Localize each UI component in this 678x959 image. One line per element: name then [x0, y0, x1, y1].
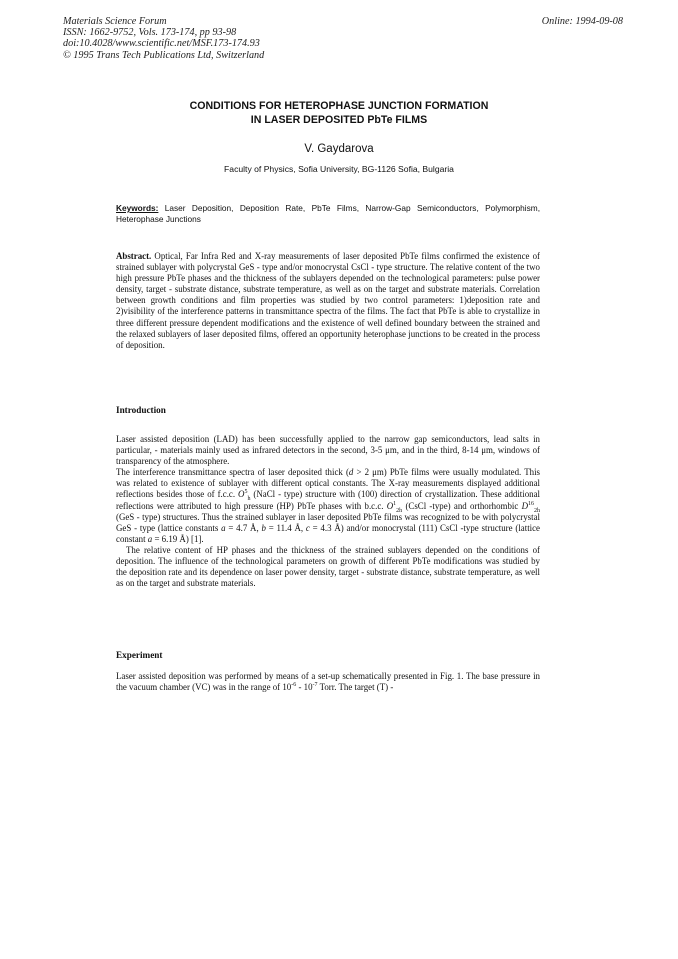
copyright-line: © 1995 Trans Tech Publications Ltd, Switzerland [63, 49, 265, 61]
abstract [116, 251, 540, 351]
intro-paragraph-2: The interference transmittance spectra of laser deposited thick (d > 2 μm) PbTe films were usually modulated. This was related to existence of sublayer with different optical constants. The X-ray measurements displayed additional reflections besides those of f.c.c. $O^5_h$ (NaCl - type) structure with (100) direction of crystallization. These additional reflections were attributed to high pressure (HP) PbTe phases with b.c.c. $O^1_{2h}$ (CsCl -type) and orthorhombic $D^{16}_{2h}$ (GeS - type) structures. Thus the strained sublayer in laser deposited PbTe films was recognized to be with polycrystal GeS - type (lattice constants a = 4.7 Å, b = 11.4 Å, c = 4.3 Å) and/or monocrystal (111) CsCl -type structure (lattice constant a = 6.19 Å) [1]. [116, 467, 540, 544]
title-line-1: CONDITIONS FOR HETEROPHASE JUNCTION FORMATION [189, 100, 489, 112]
journal-header [63, 16, 623, 61]
author-affiliation: Faculty of Physics, Sofia University, BG-1126 Sofia, Bulgaria [224, 164, 454, 174]
experiment-paragraph-1: Laser assisted deposition was performed by means of a set-up schematically presented in Fig. 1. The base pressure in the vacuum chamber (VC) was in the range of $10^{-6} - 10^{-7}$ Torr. The target (T) - [116, 671, 540, 693]
keywords [116, 203, 540, 225]
doi-line: doi:10.4028/www.scientific.net/MSF.173-174.93 [63, 38, 260, 50]
author-name: V. Gaydarova [304, 143, 374, 155]
introduction-heading: Introduction [116, 405, 166, 415]
journal-name: Materials Science Forum [63, 16, 167, 27]
issn-line: ISSN: 1662-9752, Vols. 173-174, pp 93-98 [63, 27, 237, 39]
online-date: Online: 1994-09-08 [541, 16, 623, 27]
intro-paragraph-1: Laser assisted deposition (LAD) has been successfully applied to the narrow gap semiconductors, lead salts in particular, - materials mainly used as infrared detectors in the second, 3-5 μm, and in the third, 8-14 μm, windows of transparency of the atmosphere. [116, 434, 540, 467]
intro-paragraph-3: The relative content of HP phases and the thickness of the strained sublayers depended on the conditions of deposition. The influence of the technological parameters on growth of different PbTe modifications was studied by the deposition rate and its dependence on laser power density, target - substrate distance, substrate temperature, as well as on the target and substrate materials. [116, 544, 540, 589]
abstract-text: Optical, Far Infra Red and X-ray measurements of laser deposited PbTe films confirmed the existence of strained sublayer with polycrystal GeS - type and/or monocrystal CsCl - type structure. The relative content of the two high pressure PbTe phases and the thickness of the sublayers depended on the technological parameters: pulse power density, target - substrate distance, substrate temperature, as well as on the target and substrate materials. Correlation between growth conditions and film properties was studied by two control parameters: 1)deposition rate and 2)visibility of the interference patterns in transmittance spectra of the films. The fact that PbTe is able to crystallize in three different pressure dependent modifications and the existence of well defined boundary between the strained and the relaxed sublayers of laser deposited films, offered an opportunity heterophase junctions to be created in the process of deposition. [116, 251, 540, 350]
keywords-label: Keywords: [116, 203, 159, 213]
introduction-body [116, 434, 540, 589]
experiment-heading: Experiment [116, 650, 163, 660]
keywords-text: Laser Deposition, Deposition Rate, PbTe Films, Narrow-Gap Semiconductors, Polymorphism, Heterophase Junctions [116, 203, 540, 225]
abstract-label: Abstract. [116, 251, 152, 261]
paper-title [70, 99, 608, 127]
title-line-2: IN LASER DEPOSITED PbTe FILMS [250, 114, 428, 126]
experiment-body [116, 671, 540, 693]
